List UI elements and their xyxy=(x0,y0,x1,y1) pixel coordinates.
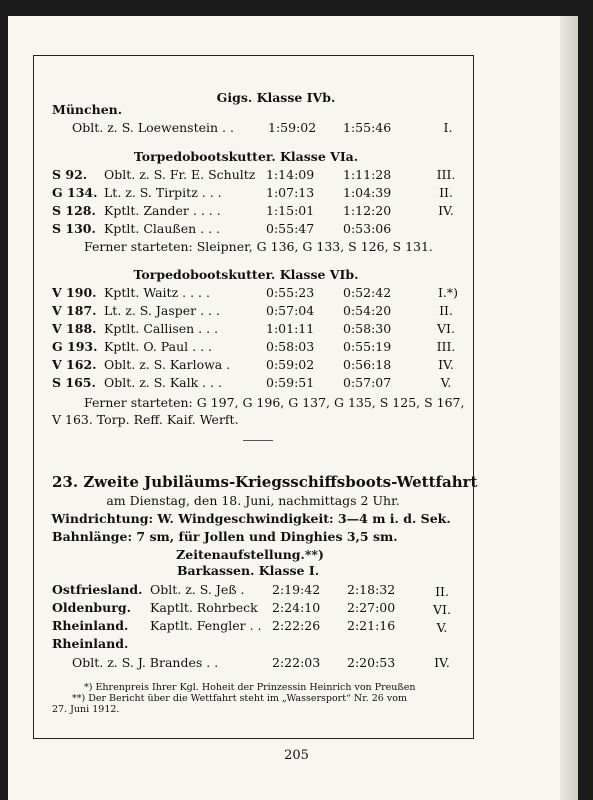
skipper-name: Oblt. z. S. Jeß . xyxy=(150,582,245,597)
rank: VI. xyxy=(437,321,455,336)
ship-name: Oldenburg. xyxy=(52,600,131,615)
time-2: 0:56:18 xyxy=(343,357,392,372)
time-2: 2:27:00 xyxy=(347,600,396,615)
boat-id: G 134. xyxy=(52,185,98,200)
ship-name: Ostfriesland. xyxy=(52,582,143,597)
section-divider xyxy=(243,440,273,441)
time-1: 2:24:10 xyxy=(272,600,321,615)
time-2: 2:18:32 xyxy=(347,582,396,597)
footnote-1: *) Ehrenpreis Ihrer Kgl. Hoheit der Prinzessin Heinrich von Preußen xyxy=(84,682,416,693)
skipper-name: Kaptlt. Rohrbeck xyxy=(150,600,258,615)
gigs-row-name: Oblt. z. S. Loewenstein . . xyxy=(72,120,234,135)
race-course-length: Bahnlänge: 7 sm, für Jollen und Dinghies 3,5 sm. xyxy=(52,529,398,544)
time-2: 1:12:20 xyxy=(343,203,392,218)
gigs-row-time2: 1:55:46 xyxy=(343,120,392,135)
race-date: am Dienstag, den 18. Juni, nachmittags 2 Uhr. xyxy=(106,493,400,508)
boat-id: S 128. xyxy=(52,203,96,218)
time-2: 0:58:30 xyxy=(343,321,392,336)
skipper-name: Oblt. z. S. J. Brandes . . xyxy=(72,655,219,670)
time-1: 0:55:23 xyxy=(266,285,315,300)
race-wind: Windrichtung: W. Windgeschwindigkeit: 3—4 m i. d. Sek. xyxy=(51,511,451,526)
rank: II. xyxy=(435,584,449,599)
boat-id: V 187. xyxy=(52,303,97,318)
time-2: 2:20:53 xyxy=(347,655,396,670)
time-1: 2:22:26 xyxy=(272,618,321,633)
skipper-name: Oblt. z. S. Fr. E. Schultz xyxy=(104,167,256,182)
time-1: 2:19:42 xyxy=(272,582,321,597)
skipper-name: Lt. z. S. Tirpitz . . . xyxy=(104,185,222,200)
time-table-note: Zeitenaufstellung.**) xyxy=(176,547,324,562)
skipper-name: Kptlt. Zander . . . . xyxy=(104,203,221,218)
gigs-row-time1: 1:59:02 xyxy=(268,120,317,135)
page-edge-shadow xyxy=(560,16,578,800)
time-1: 1:15:01 xyxy=(266,203,315,218)
rank: III. xyxy=(436,339,456,354)
time-2: 2:21:16 xyxy=(347,618,396,633)
rank: III. xyxy=(436,167,456,182)
time-2: 0:52:42 xyxy=(343,285,392,300)
time-2: 0:54:20 xyxy=(343,303,392,318)
also-started-vi-a: Ferner starteten: Sleipner, G 136, G 133, S 126, S 131. xyxy=(84,239,433,254)
time-1: 1:01:11 xyxy=(266,321,315,336)
rank: V. xyxy=(436,620,448,635)
time-2: 0:53:06 xyxy=(343,221,392,236)
page-number: 205 xyxy=(284,748,309,763)
rank: IV. xyxy=(434,655,450,670)
footnote-2: **) Der Bericht über die Wettfahrt steht im „Wassersport“ Nr. 26 vom xyxy=(72,693,407,704)
time-2: 0:57:07 xyxy=(343,375,392,390)
time-1: 1:07:13 xyxy=(266,185,315,200)
time-1: 1:14:09 xyxy=(266,167,315,182)
time-1: 0:55:47 xyxy=(266,221,315,236)
boat-id: V 162. xyxy=(52,357,97,372)
race-title: 23. Zweite Jubiläums-Kriegsschiffsboots-Wettfahrt xyxy=(52,473,478,491)
boat-id: S 92. xyxy=(52,167,88,182)
ship-name: Rheinland. xyxy=(52,618,129,633)
time-2: 0:55:19 xyxy=(343,339,392,354)
ship-name: Rheinland. xyxy=(52,636,129,651)
skipper-name: Lt. z. S. Jasper . . . xyxy=(104,303,220,318)
section-heading-vi-b: Torpedobootskutter. Klasse VIb. xyxy=(133,267,359,282)
rank: IV. xyxy=(438,357,454,372)
boat-id: V 190. xyxy=(52,285,97,300)
time-1: 0:58:03 xyxy=(266,339,315,354)
class-heading-barkassen: Barkassen. Klasse I. xyxy=(176,563,320,578)
time-2: 1:11:28 xyxy=(343,167,392,182)
skipper-name: Kptlt. Claußen . . . xyxy=(104,221,221,236)
rank: II. xyxy=(439,185,453,200)
gigs-row-rank: I. xyxy=(443,120,453,135)
boat-id: S 130. xyxy=(52,221,96,236)
rank: II. xyxy=(439,303,453,318)
section-heading-vi-a: Torpedobootskutter. Klasse VIa. xyxy=(133,149,359,164)
boat-id: G 193. xyxy=(52,339,98,354)
time-1: 2:22:03 xyxy=(272,655,321,670)
time-1: 0:57:04 xyxy=(266,303,315,318)
rank: IV. xyxy=(438,203,454,218)
time-1: 0:59:51 xyxy=(266,375,315,390)
skipper-name: Kaptlt. Fengler . . xyxy=(150,618,262,633)
skipper-name: Oblt. z. S. Karlowa . xyxy=(104,357,231,372)
also-started-vi-b-line1: Ferner starteten: G 197, G 196, G 137, G 135, S 125, S 167, xyxy=(84,395,465,410)
rank: V. xyxy=(440,375,452,390)
boat-id: S 165. xyxy=(52,375,96,390)
city-label: München. xyxy=(52,102,123,117)
time-2: 1:04:39 xyxy=(343,185,392,200)
boat-id: V 188. xyxy=(52,321,97,336)
skipper-name: Oblt. z. S. Kalk . . . xyxy=(104,375,223,390)
also-started-vi-b-line2: V 163. Torp. Reff. Kaif. Werft. xyxy=(52,412,239,427)
section-heading-gigs: Gigs. Klasse IVb. xyxy=(216,90,336,105)
rank: VI. xyxy=(433,602,451,617)
skipper-name: Kptlt. O. Paul . . . xyxy=(104,339,212,354)
time-1: 0:59:02 xyxy=(266,357,315,372)
rank: I.*) xyxy=(437,285,459,300)
footnote-2-cont: 27. Juni 1912. xyxy=(52,704,120,715)
skipper-name: Kptlt. Waitz . . . . xyxy=(104,285,210,300)
skipper-name: Kptlt. Callisen . . . xyxy=(104,321,219,336)
